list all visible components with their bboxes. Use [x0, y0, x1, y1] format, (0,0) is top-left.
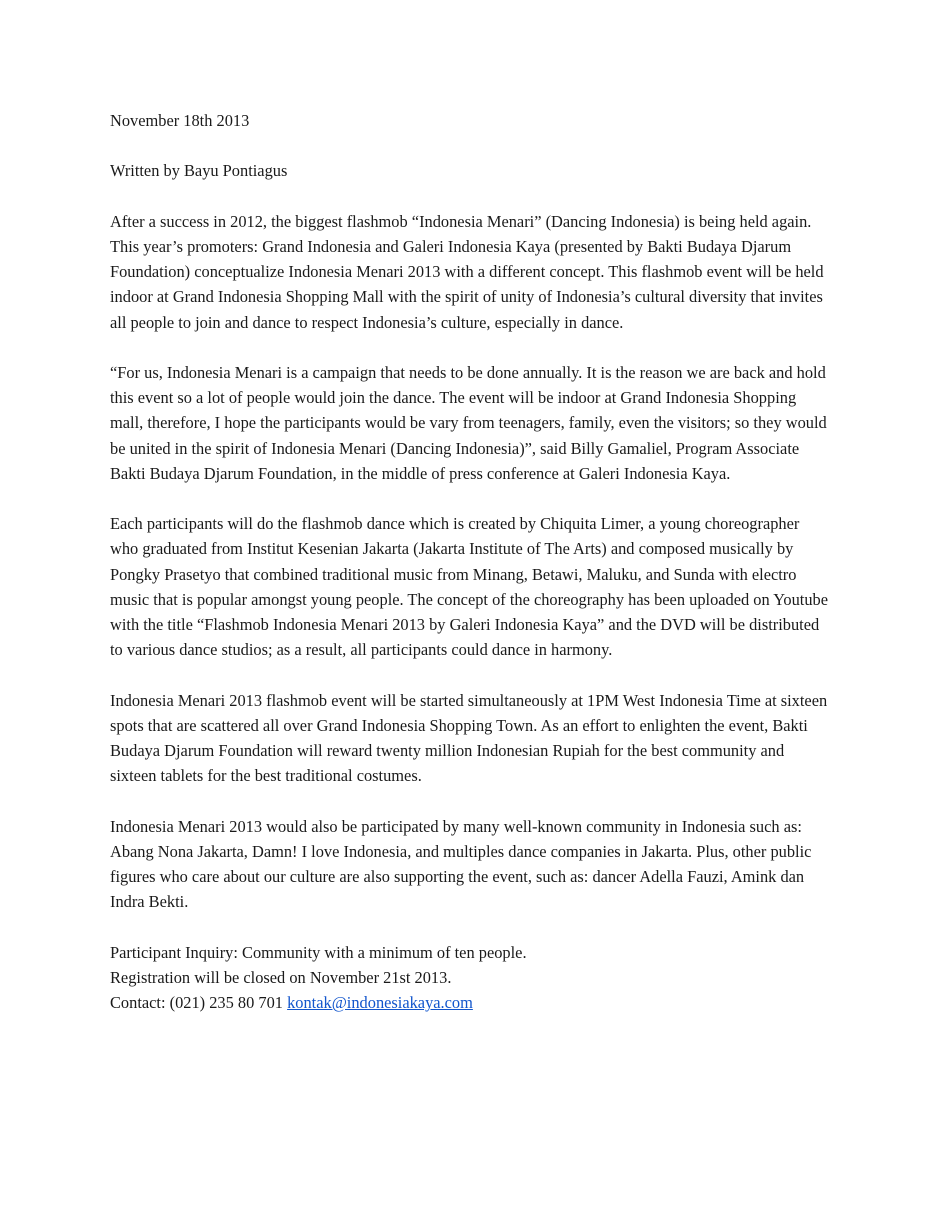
- article-date: November 18th 2013: [110, 111, 250, 130]
- participant-inquiry: Participant Inquiry: Community with a minimum of ten people.: [110, 942, 527, 962]
- paragraph-quote: “For us, Indonesia Menari is a campaign that needs to be done annually. It is the reason we are back and hold this event so a lot of people would join the dance. The event will be indoor at Grand Indonesia Shopping mall, therefore, I hope the participants would be vary from teenagers, family, even the visitors; so they would be united in the spirit of Indonesia Menari (Dancing Indonesia)”, said Billy Gamaliel, Program Associate Bakti Budaya Djarum Foundation, in the middle of press conference at Galeri Indonesia Kaya.: [110, 362, 827, 483]
- paragraph-choreography: Each participants will do the flashmob dance which is created by Chiquita Limer, a young choreographer who graduated from Institut Kesenian Jakarta (Jakarta Institute of The Arts) and composed musically by Pongky Prasetyo that combined traditional music from Minang, Betawi, Maluku, and Sunda with electro music that is popular amongst young people. The concept of the choreography has been uploaded on Youtube with the title “Flashmob Indonesia Menari 2013 by Galeri Indonesia Kaya” and the DVD will be distributed to various dance studios; as a result, all participants could dance in harmony.: [110, 514, 828, 660]
- paragraph-schedule: Indonesia Menari 2013 flashmob event will be started simultaneously at 1PM West Indonesia Time at sixteen spots that are scattered all over Grand Indonesia Shopping Town. As an effort to enlighten the event, Bakti Budaya Djarum Foundation will reward twenty million Indonesian Rupiah for the best community and sixteen tablets for the best traditional costumes.: [110, 690, 828, 786]
- paragraph-participants: Indonesia Menari 2013 would also be participated by many well-known community in Indonesia such as: Abang Nona Jakarta, Damn! I love Indonesia, and multiples dance companies in Jakarta. Plus, other public figures who care about our culture are also supporting the event, such as: dancer Adella Fauzi, Amink dan Indra Bekti.: [110, 816, 812, 912]
- contact-phone: Contact: (021) 235 80 701: [110, 993, 288, 1012]
- paragraph-intro: After a success in 2012, the biggest flashmob “Indonesia Menari” (Dancing Indonesia) is being held again. This year’s promoters: Grand Indonesia and Galeri Indonesia Kaya (presented by Bakti Budaya Djarum Foundation) conceptualize Indonesia Menari 2013 with a different concept. This flashmob event will be held indoor at Grand Indonesia Shopping Mall with the spirit of unity of Indonesia’s cultural diversity that invites all people to join and dance to respect Indonesia’s culture, especially in dance.: [110, 211, 824, 332]
- document-page: [110, 108, 830, 1015]
- article-byline: Written by Bayu Pontiagus: [110, 161, 288, 181]
- footer-block: [110, 940, 830, 1016]
- contact-line: [110, 990, 830, 1015]
- registration-deadline: Registration will be closed on November 21st 2013.: [110, 967, 452, 987]
- contact-email-link[interactable]: kontak@indonesiakaya.com: [287, 993, 473, 1012]
